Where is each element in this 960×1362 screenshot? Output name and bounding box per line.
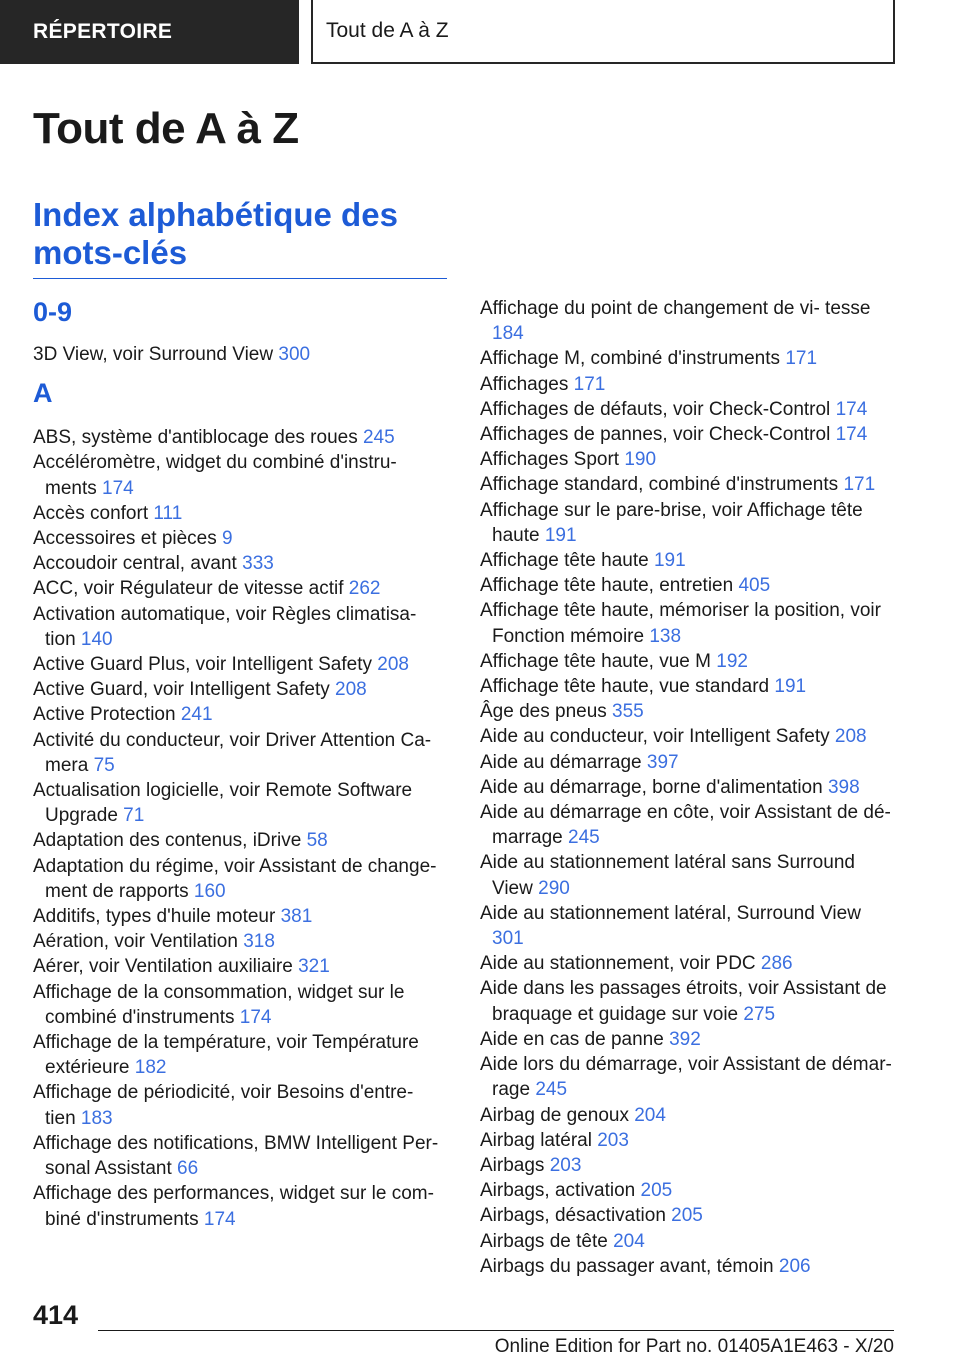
entry-term: Active Guard, voir Intelligent Safety (33, 679, 330, 701)
index-entry (33, 954, 447, 979)
index-entry (480, 372, 894, 397)
entry-term: Active Protection (33, 704, 176, 726)
page-link[interactable]: 205 (640, 1180, 673, 1202)
index-entry (480, 296, 894, 346)
index-entry (480, 548, 894, 573)
page-link[interactable]: 392 (669, 1028, 701, 1050)
page-link[interactable]: 9 (222, 528, 233, 550)
entry-term: Accéléromètre, widget du combiné d'instru- ments (33, 452, 397, 499)
index-entry (480, 674, 894, 699)
page-link[interactable]: 203 (597, 1129, 629, 1151)
page-link[interactable]: 140 (80, 628, 113, 650)
entry-term: Aide au conducteur, voir Intelligent Safety (480, 726, 830, 748)
index-entry (480, 1128, 894, 1153)
page-link[interactable]: 208 (335, 679, 367, 701)
index-entry (33, 778, 447, 828)
page-link[interactable]: 206 (778, 1255, 811, 1277)
index-entry (33, 652, 447, 677)
index-entry (33, 1080, 447, 1130)
index-entry (480, 472, 894, 497)
entry-term: Accès confort (33, 502, 149, 524)
index-entry (33, 702, 447, 727)
index-entries (33, 425, 447, 1232)
index-entry (33, 602, 447, 652)
page-link[interactable]: 301 (492, 928, 524, 950)
index-entry (33, 854, 447, 904)
index-entry (480, 1027, 894, 1052)
entry-term: Activité du conducteur, voir Driver Attention Ca- mera (33, 729, 432, 776)
entry-term: Âge des pneus (480, 701, 607, 723)
page-link[interactable]: 355 (612, 701, 644, 723)
group-heading: 0-9 (33, 297, 73, 327)
section-tab (0, 0, 299, 64)
chapter-tab (311, 0, 895, 64)
page-link[interactable]: 75 (93, 754, 115, 776)
index-entry (480, 1203, 894, 1228)
entry-term: Airbags (480, 1154, 545, 1176)
page-link[interactable]: 191 (653, 550, 686, 572)
index-entry (33, 1181, 447, 1231)
page-link[interactable]: 174 (835, 424, 868, 446)
index-entry (480, 498, 894, 548)
index-entry (480, 850, 894, 900)
index-entries (480, 296, 894, 1279)
page-link[interactable]: 318 (243, 931, 275, 953)
page-link[interactable]: 262 (348, 578, 381, 600)
index-entry (33, 551, 447, 576)
index-entry (33, 677, 447, 702)
entry-term: Affichages de défauts, voir Check-Control (480, 398, 831, 420)
index-entry (480, 573, 894, 598)
index-entry (33, 526, 447, 551)
index-entry (480, 1153, 894, 1178)
page-link[interactable]: 208 (377, 654, 409, 676)
entry-term: Affichage tête haute, vue M (480, 650, 711, 672)
entry-term: Airbags du passager avant, témoin (480, 1255, 774, 1277)
index-entry (480, 447, 894, 472)
entry-term: Affichage du point de changement de vi- tesse (480, 298, 871, 319)
page-link[interactable]: 245 (362, 427, 395, 449)
entry-term: 3D View, voir Surround View (33, 344, 274, 365)
page-link[interactable]: 111 (153, 502, 183, 524)
index-entries (33, 342, 447, 367)
entry-term: Affichages Sport (480, 449, 620, 471)
page-link[interactable]: 171 (785, 348, 818, 370)
index-entry (33, 450, 447, 500)
index-entry (480, 397, 894, 422)
entry-term: ABS, système d'antiblocage des roues (33, 427, 358, 449)
page-link[interactable]: 333 (242, 553, 274, 575)
index-entry (33, 904, 447, 929)
entry-term: Activation automatique, voir Règles climatisa- tion (33, 603, 417, 650)
entry-term: Affichage standard, combiné d'instruments (480, 474, 839, 496)
index-entry (480, 1254, 894, 1279)
entry-term: Aérer, voir Ventilation auxiliaire (33, 956, 293, 978)
index-entry (33, 342, 447, 367)
page-link[interactable]: 245 (568, 827, 600, 849)
entry-term: Aide au stationnement latéral sans Surround View (480, 852, 855, 899)
entry-term: Affichages de pannes, voir Check-Control (480, 424, 831, 446)
entry-term: Aide au stationnement, voir PDC (480, 953, 756, 975)
page-link[interactable]: 275 (743, 1003, 776, 1025)
footer-divider (98, 1330, 894, 1331)
index-entry (480, 649, 894, 674)
page-link[interactable]: 182 (134, 1057, 167, 1079)
entry-term: Aide au démarrage (480, 751, 642, 773)
page-link[interactable]: 190 (624, 449, 657, 471)
page-link[interactable]: 192 (716, 650, 748, 672)
page-link[interactable]: 241 (180, 704, 213, 726)
entry-term: Affichage tête haute (480, 550, 649, 572)
page-link[interactable]: 204 (613, 1230, 645, 1252)
page-link[interactable]: 203 (549, 1154, 582, 1176)
page-link[interactable]: 397 (646, 751, 679, 773)
index-entry (480, 598, 894, 648)
entry-term: Affichage des notifications, BMW Intelligent Per- sonal Assistant (33, 1132, 439, 1180)
entry-term: Aération, voir Ventilation (33, 931, 238, 953)
index-entry (33, 828, 447, 853)
entry-term: Adaptation des contenus, iDrive (33, 830, 302, 852)
entry-term: Affichage de périodicité, voir Besoins d'entre- tien (33, 1082, 414, 1129)
footer-edition: Online Edition for Part no. 01405A1E463 - X/20 (494, 1336, 894, 1357)
page-link[interactable]: 174 (203, 1208, 236, 1230)
page-link[interactable]: 66 (177, 1158, 199, 1180)
index-entry (480, 750, 894, 775)
section-title: Index alphabétique des mots-clés (33, 196, 447, 279)
entry-term: Additifs, types d'huile moteur (33, 906, 276, 928)
index-entry (480, 699, 894, 724)
entry-term: Aide au démarrage, borne d'alimentation (480, 776, 823, 798)
entry-term: Affichages (480, 373, 569, 395)
group-heading: A (33, 378, 53, 409)
page-link[interactable]: 191 (774, 676, 807, 698)
index-entry (33, 929, 447, 954)
index-entry (480, 901, 894, 951)
index-entry (480, 422, 894, 447)
page-link[interactable]: 183 (80, 1107, 113, 1129)
page-link[interactable]: 405 (738, 575, 771, 597)
entry-term: Affichage tête haute, vue standard (480, 676, 770, 698)
index-entry (33, 425, 447, 450)
entry-term: Aide dans les passages étroits, voir Assistant de braquage et guidage sur voie (480, 978, 887, 1025)
index-entry (480, 1103, 894, 1128)
page-link[interactable]: 174 (102, 477, 134, 499)
page-link[interactable]: 171 (843, 474, 876, 496)
chapter-tab-label: Tout de A à Z (326, 19, 449, 42)
page-link[interactable]: 184 (492, 323, 524, 345)
page-link[interactable]: 174 (239, 1006, 272, 1028)
entry-term: Adaptation du régime, voir Assistant de change- ment de rapports (33, 855, 437, 902)
entry-term: Airbags de tête (480, 1230, 608, 1252)
page-link[interactable]: 160 (193, 880, 226, 902)
entry-term: Affichage M, combiné d'instruments (480, 348, 781, 370)
index-entry (480, 724, 894, 749)
index-entry (33, 980, 447, 1030)
entry-term: Airbags, désactivation (480, 1205, 666, 1227)
entry-term: Accoudoir central, avant (33, 553, 237, 575)
entry-term: Affichage tête haute, entretien (480, 575, 734, 597)
index-entry (480, 1052, 894, 1102)
index-entry (480, 775, 894, 800)
index-entry (33, 728, 447, 778)
entry-term: Affichage des performances, widget sur le com- biné d'instruments (33, 1183, 434, 1230)
index-entry (480, 1178, 894, 1203)
entry-term: Airbag de genoux (480, 1104, 629, 1126)
page-link[interactable]: 381 (280, 906, 313, 928)
entry-term: Aide lors du démarrage, voir Assistant de démar- rage (480, 1054, 892, 1101)
page-link[interactable]: 171 (573, 373, 606, 395)
entry-term: Affichage sur le pare-brise, voir Affichage tête haute (480, 499, 863, 546)
index-column-right (480, 296, 894, 1279)
entry-term: Airbag latéral (480, 1129, 592, 1151)
page-link[interactable]: 58 (306, 830, 328, 852)
index-entry (480, 1229, 894, 1254)
entry-term: Aide au démarrage en côte, voir Assistant de dé- marrage (480, 802, 891, 849)
page-link[interactable]: 205 (671, 1205, 703, 1227)
page-link[interactable]: 138 (649, 625, 682, 647)
page-link[interactable]: 398 (827, 776, 860, 798)
entry-term: Active Guard Plus, voir Intelligent Safety (33, 654, 372, 676)
entry-term: Accessoires et pièces (33, 528, 217, 550)
page-link[interactable]: 290 (538, 877, 570, 899)
index-entry (480, 346, 894, 371)
index-entry (33, 1131, 447, 1181)
page-title: Tout de A à Z (33, 104, 299, 153)
entry-term: Aide en cas de panne (480, 1028, 664, 1050)
entry-term: Actualisation logicielle, voir Remote Software Upgrade (33, 780, 413, 827)
page-link[interactable]: 71 (123, 805, 145, 827)
page-link[interactable]: 286 (760, 953, 793, 975)
page-link[interactable]: 204 (634, 1104, 666, 1126)
section-tab-label: RÉPERTOIRE (33, 20, 173, 43)
page-link[interactable]: 321 (298, 956, 330, 978)
page-link[interactable]: 300 (278, 344, 311, 365)
entry-term: Affichage tête haute, mémoriser la position, voir Fonction mémoire (480, 600, 881, 647)
entry-term: ACC, voir Régulateur de vitesse actif (33, 578, 344, 600)
entry-term: Affichage de la température, voir Température extérieure (33, 1032, 419, 1079)
entry-term: Affichage de la consommation, widget sur le combiné d'instruments (33, 981, 405, 1028)
entry-term: Airbags, activation (480, 1180, 636, 1202)
index-entry (480, 951, 894, 976)
index-entry (33, 501, 447, 526)
index-entry (480, 976, 894, 1026)
page-link[interactable]: 191 (544, 524, 577, 546)
page-number: 414 (33, 1300, 79, 1330)
index-entry (480, 800, 894, 850)
index-entry (33, 1030, 447, 1080)
page-link[interactable]: 174 (835, 398, 868, 420)
page-link[interactable]: 245 (535, 1079, 568, 1101)
index-column-left (33, 296, 447, 1232)
index-entry (33, 576, 447, 601)
entry-term: Aide au stationnement latéral, Surround View (480, 902, 861, 924)
page-link[interactable]: 208 (834, 726, 867, 748)
